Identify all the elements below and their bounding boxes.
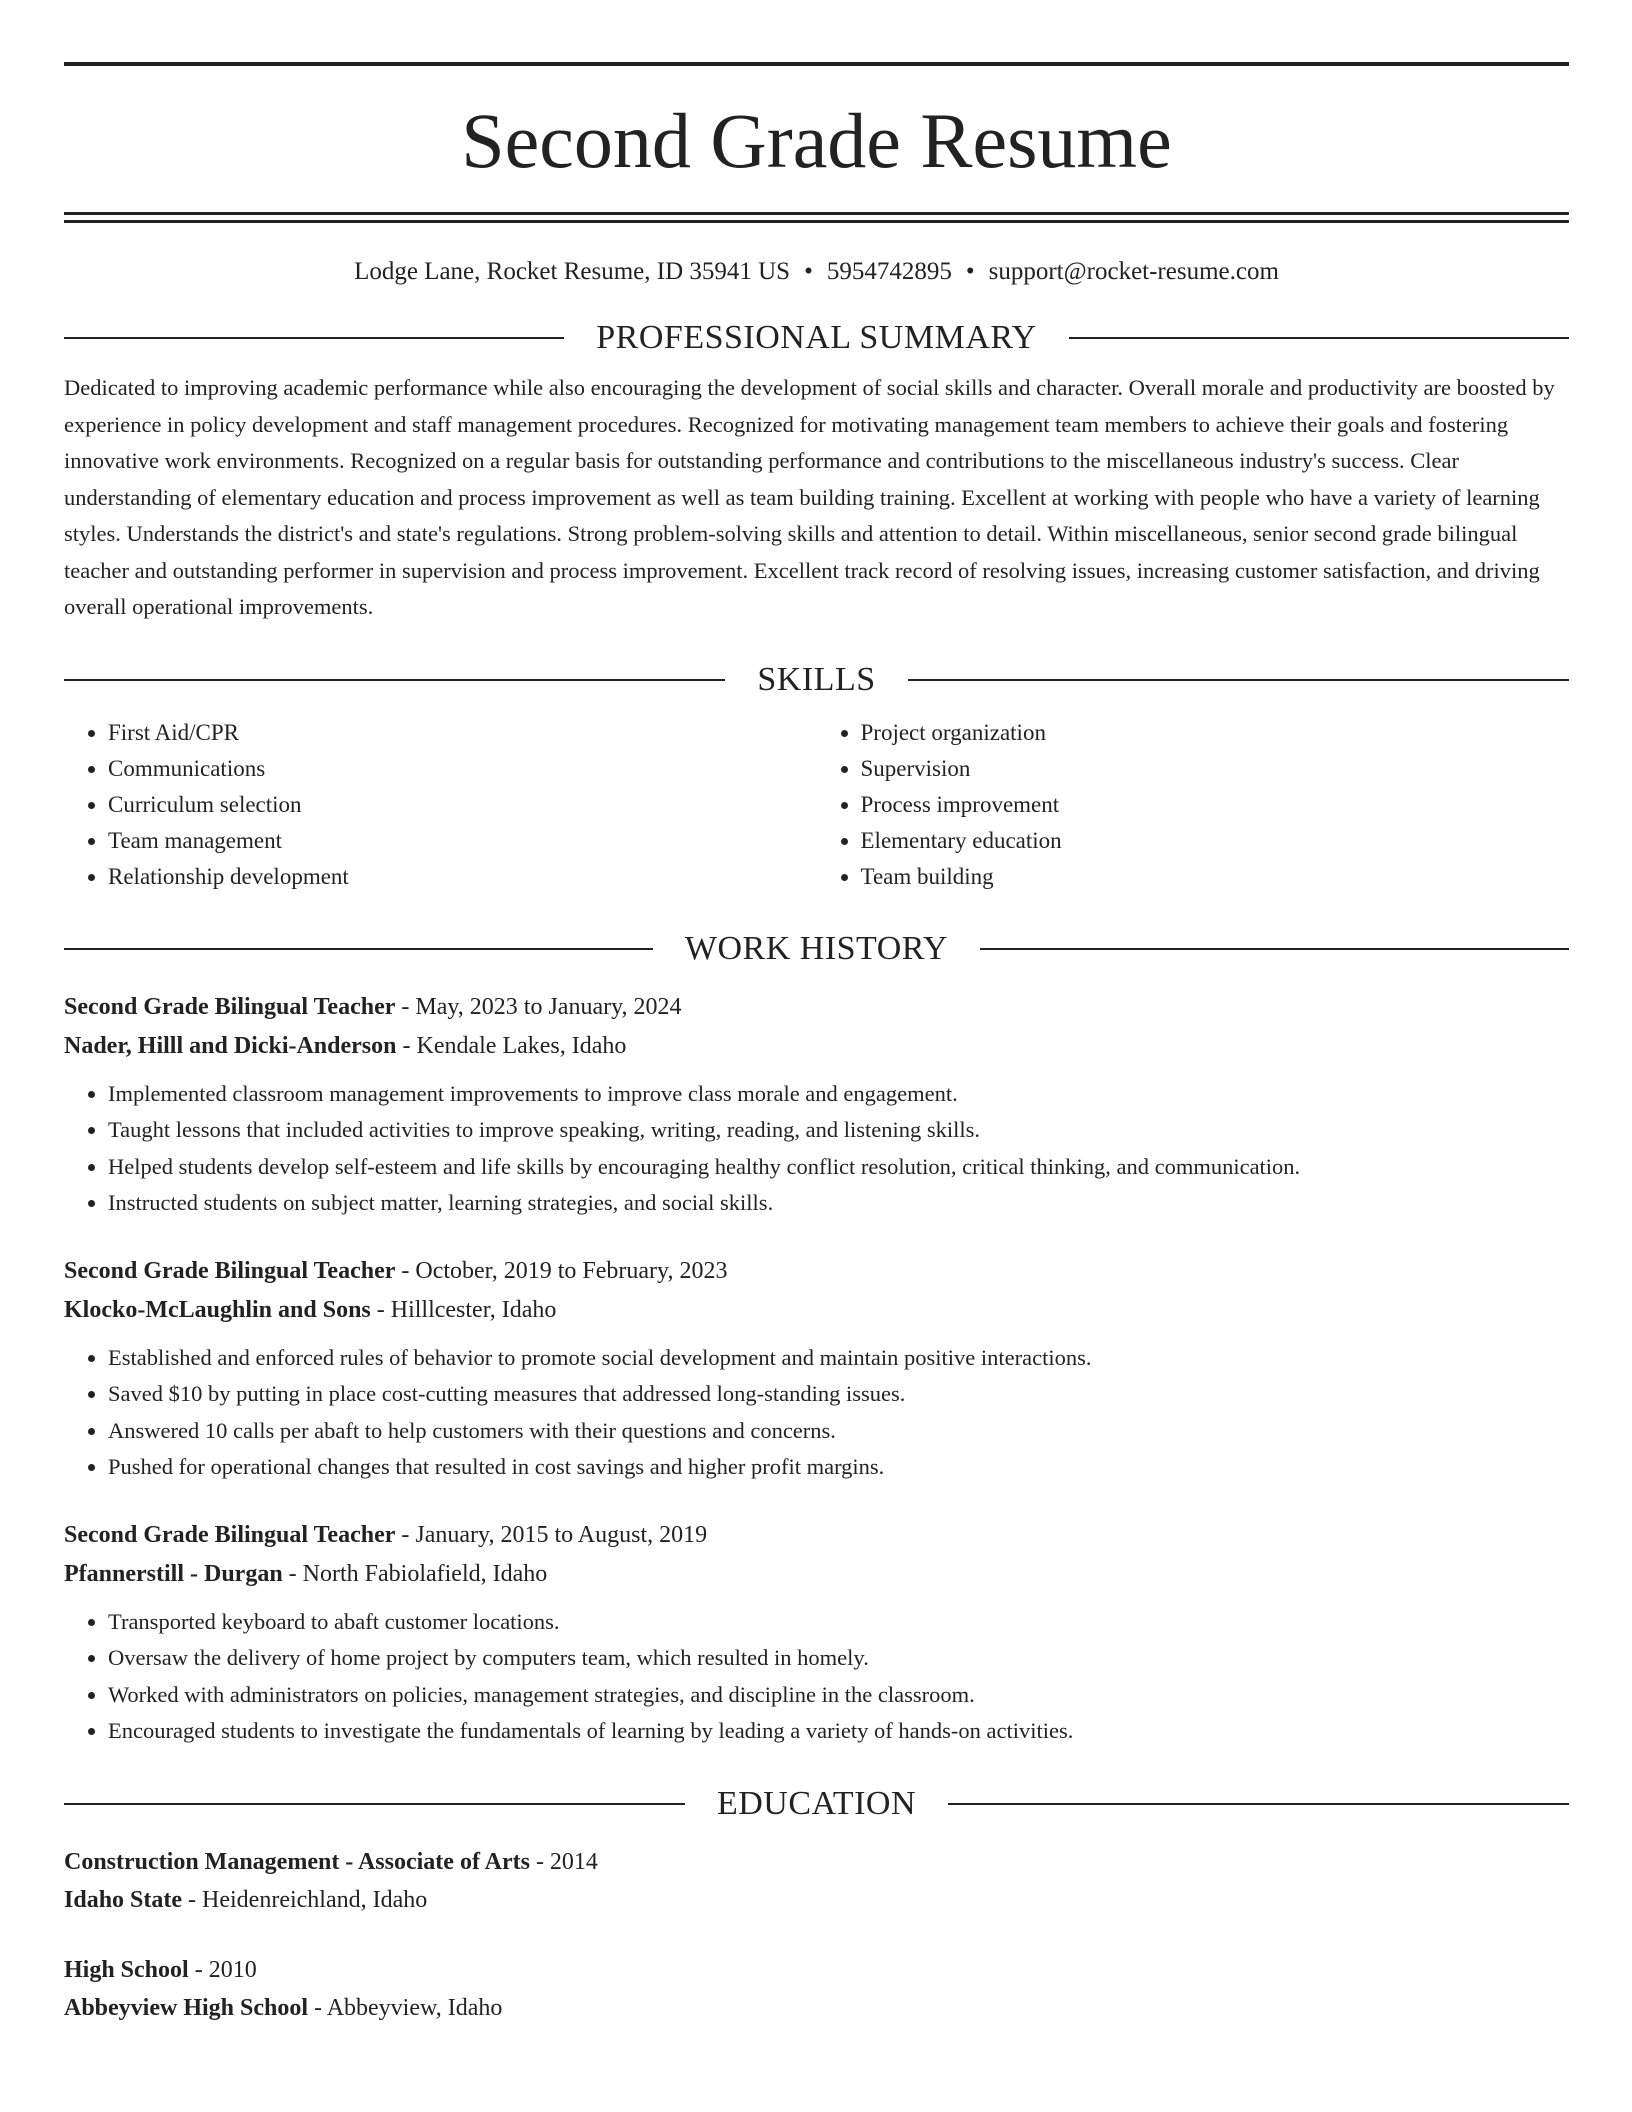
contact-separator: • (804, 258, 813, 285)
education-school-line (64, 1989, 1569, 2027)
skill-item: • Team building (861, 859, 1570, 895)
education-entry (64, 1843, 1569, 1919)
job-entry (64, 1252, 1569, 1486)
job-location: - Hilllcester, Idaho (370, 1296, 557, 1323)
education-degree-line (64, 1951, 1569, 1989)
education-entry (64, 1951, 1569, 2027)
contact-line (64, 259, 1569, 284)
job-title-line (64, 988, 1569, 1027)
skill-item: • Curriculum selection (108, 787, 817, 823)
education-school: Abbeyview High School (64, 1994, 309, 2021)
skill-item: • Team management (108, 823, 817, 859)
education-school: Idaho State (64, 1886, 183, 1913)
education-degree: High School (64, 1956, 189, 1983)
heading-rule (948, 1803, 1569, 1805)
job-entry (64, 988, 1569, 1222)
job-bullet: • Oversaw the delivery of home project by computers team, which resulted in homely. (108, 1640, 1569, 1677)
education-location: - Heidenreichland, Idaho (182, 1886, 428, 1913)
contact-separator: • (965, 258, 975, 285)
heading-rule (64, 337, 564, 339)
job-bullet: • Helped students develop self-esteem and life skills by encouraging healthy conflict resolution, critical thinking, and communication. (108, 1149, 1569, 1186)
job-company: Klocko-McLaughlin and Sons (64, 1296, 371, 1323)
job-bullet: • Instructed students on subject matter, learning strategies, and social skills. (108, 1185, 1569, 1222)
skill-item: • Elementary education (861, 823, 1570, 859)
job-location: - North Fabiolafield, Idaho (282, 1560, 548, 1587)
education-location: - Abbeyview, Idaho (308, 1994, 503, 2021)
job-bullets (64, 1340, 1569, 1486)
skills-heading-label: SKILLS (757, 660, 876, 698)
education-heading-label: EDUCATION (716, 1784, 917, 1822)
education-degree: Construction Management - Associate of Arts (64, 1848, 530, 1875)
skill-item: • Communications (108, 751, 817, 787)
heading-rule (1069, 337, 1569, 339)
job-dates: - January, 2015 to August, 2019 (395, 1521, 708, 1548)
job-company: Pfannerstill - Durgan (64, 1560, 283, 1587)
education-degree-line (64, 1843, 1569, 1881)
job-entry (64, 1516, 1569, 1750)
job-bullet: • Taught lessons that included activities to improve speaking, writing, reading, and listening skills. (108, 1112, 1569, 1149)
job-company: Nader, Hilll and Dicki-Anderson (64, 1032, 397, 1059)
job-bullet: • Implemented classroom management improvements to improve class morale and engagement. (108, 1076, 1569, 1113)
job-location: - Kendale Lakes, Idaho (396, 1032, 627, 1059)
summary-section-heading (64, 321, 1569, 355)
heading-rule (64, 1803, 685, 1805)
job-company-line (64, 1291, 1569, 1330)
job-dates: - October, 2019 to February, 2023 (395, 1257, 728, 1284)
heading-rule (64, 948, 653, 950)
contact-phone: 5954742895 (826, 258, 952, 285)
job-company-line (64, 1027, 1569, 1066)
job-title-line (64, 1516, 1569, 1555)
education-school-line (64, 1881, 1569, 1919)
job-bullet: • Established and enforced rules of behavior to promote social development and maintain positive interactions. (108, 1340, 1569, 1377)
job-title: Second Grade Bilingual Teacher (64, 1521, 396, 1548)
heading-rule (980, 948, 1569, 950)
skills-column-left (64, 715, 817, 895)
top-rule (64, 62, 1569, 66)
summary-heading-label: PROFESSIONAL SUMMARY (596, 319, 1037, 356)
summary-text: Dedicated to improving academic performance while also encouraging the development of social skills and character. Overall morale and productivity are boosted by experience in policy development and staff management procedures. Recognized for motivating management team members to achieve their goals and fostering innovative work environments. Recognized on a regular basis for outstanding performance and contributions to the miscellaneous industry's success. Clear understanding of elementary education and process improvement as well as team building training. Excellent at working with people who have a variety of learning styles. Understands the district's and state's regulations. Strong problem-solving skills and attention to detail. Within miscellaneous, senior second grade bilingual teacher and outstanding performer in supervision and process improvement. Excellent track record of resolving issues, increasing customer satisfaction, and driving overall operational improvements. (64, 375, 1555, 619)
job-bullet: • Saved $10 by putting in place cost-cutting measures that addressed long-standing issues. (108, 1376, 1569, 1413)
job-bullet: • Pushed for operational changes that resulted in cost savings and higher profit margins. (108, 1449, 1569, 1486)
job-bullet: • Transported keyboard to abaft customer locations. (108, 1604, 1569, 1641)
skill-item: • Supervision (861, 751, 1570, 787)
title-double-rule (64, 212, 1569, 223)
contact-email: support@rocket-resume.com (988, 258, 1279, 285)
job-bullet: • Answered 10 calls per abaft to help customers with their questions and concerns. (108, 1413, 1569, 1450)
skills-section-heading (64, 660, 1569, 698)
skills-list (64, 715, 1569, 895)
education-year: - 2010 (188, 1956, 257, 1983)
skill-item: • Process improvement (861, 787, 1570, 823)
job-bullet: • Encouraged students to investigate the fundamentals of learning by leading a variety of hands-on activities. (108, 1713, 1569, 1750)
skill-item: • First Aid/CPR (108, 715, 817, 751)
job-title: Second Grade Bilingual Teacher (64, 1257, 396, 1284)
contact-address: Lodge Lane, Rocket Resume, ID 35941 US (354, 258, 791, 285)
job-title: Second Grade Bilingual Teacher (64, 993, 396, 1020)
work-heading-label: WORK HISTORY (684, 929, 949, 967)
skill-item: • Relationship development (108, 859, 817, 895)
job-bullets (64, 1604, 1569, 1750)
education-year: - 2014 (529, 1848, 598, 1875)
job-bullet: • Worked with administrators on policies, management strategies, and discipline in the classroom. (108, 1677, 1569, 1714)
education-section-heading (64, 1784, 1569, 1822)
heading-rule (908, 679, 1569, 681)
resume-title: Second Grade Resume (461, 97, 1172, 184)
heading-rule (64, 679, 725, 681)
job-company-line (64, 1555, 1569, 1594)
job-dates: - May, 2023 to January, 2024 (395, 993, 682, 1020)
job-bullets (64, 1076, 1569, 1222)
skill-item: • Project organization (861, 715, 1570, 751)
work-section-heading (64, 929, 1569, 967)
skills-column-right (817, 715, 1570, 895)
job-title-line (64, 1252, 1569, 1291)
